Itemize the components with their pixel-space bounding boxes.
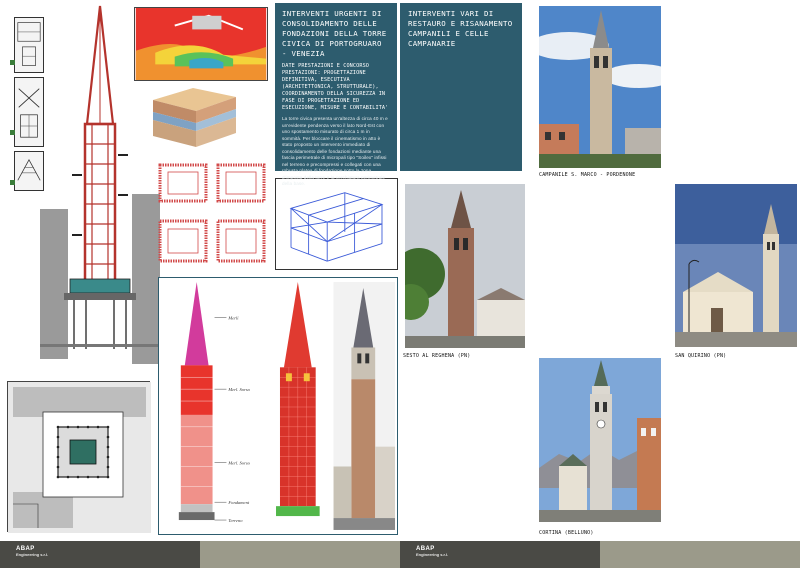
project-services: DATE PRESTAZIONI E CONCORSO PRESTAZIONI: PROGETTAZIONE DEFINITIVA, ESECUTIVA (ARCHITETTONICA, STRUTTURALE), COORDINAMENTO DELLA SICUREZZA IN FASE DI PROGETTAZIONE ED ESECUZIONE, MISURE E CONTABILITA' xyxy=(282,62,389,112)
foundation-frame-1 xyxy=(157,162,209,204)
footer-logo-right-name: ABAP xyxy=(416,546,435,552)
project-title: INTERVENTI URGENTI DI CONSOLIDAMENTO DELLE FONDAZIONI DELLA TORRE CIVICA DI PORTOGRUARO - VENEZIA xyxy=(282,9,387,58)
caption-sesto-al-reghena: SESTO AL REGHENA (PN) xyxy=(403,353,471,359)
steel-frame-model xyxy=(275,178,398,270)
footer-logo-right-tagline: Engineering s.r.l. xyxy=(416,552,449,557)
caption-cortina: CORTINA (BELLUNO) xyxy=(539,530,594,536)
foundation-plan xyxy=(7,381,150,532)
geological-block xyxy=(148,85,238,150)
footer-logo-right xyxy=(416,546,448,557)
project-description: La torre civica presenta un'altezza di circa 40 m e un'evidente pendenza verso il lato Nord-Est con uno spostamento misurato di circa 1 m in sommità. Per bloccare il cinematismo in atto è stato proposto un intervento immediato di consolidamento delle fondazioni mediante una fascia perimetrale di micropali tipo "Soilex" infissi nel terreno e precompressi e collegati con una robusta platea di fondazione sotto la zona d'imposta della torre e la cerchiatura perimetrale della base. xyxy=(282,116,388,187)
footer-left-light xyxy=(200,541,400,568)
restoration-title: INTERVENTI VARI DI RESTAURO E RISANAMENTO CAMPANILI E CELLE CAMPANARIE xyxy=(408,9,513,48)
fem-comparison-frame xyxy=(158,277,398,535)
photo-campanile-san-marco xyxy=(539,6,661,168)
footer-logo-left xyxy=(16,546,48,557)
fem-label-2: Merl. Sorso xyxy=(228,387,250,393)
footer-right-light xyxy=(600,541,800,568)
project-text-panel xyxy=(275,3,397,187)
photo-cortina xyxy=(539,358,661,522)
caption-san-quirino: SAN QUIRINO (PN) xyxy=(675,353,727,359)
footer-logo-left-tagline: Engineering s.r.l. xyxy=(16,552,49,557)
fem-label-5: Terreno xyxy=(228,518,243,524)
photo-sesto-al-reghena xyxy=(405,184,525,348)
foundation-frame-3 xyxy=(157,218,209,264)
foundation-frame-2 xyxy=(215,162,267,204)
footer-logo-left-name: ABAP xyxy=(16,546,35,552)
photo-san-quirino xyxy=(675,184,797,347)
fem-label-1: Merli xyxy=(228,315,239,321)
fem-label-4: Fondament xyxy=(228,500,250,506)
fem-label-3: Merl. Sorso xyxy=(228,460,250,466)
restoration-text-panel xyxy=(400,3,522,171)
detail-markers xyxy=(10,60,16,190)
soil-fem-model xyxy=(134,7,268,81)
foundation-frame-4 xyxy=(215,218,267,264)
caption-campanile-san-marco: CAMPANILE S. MARCO - PORDENONE xyxy=(539,172,636,178)
